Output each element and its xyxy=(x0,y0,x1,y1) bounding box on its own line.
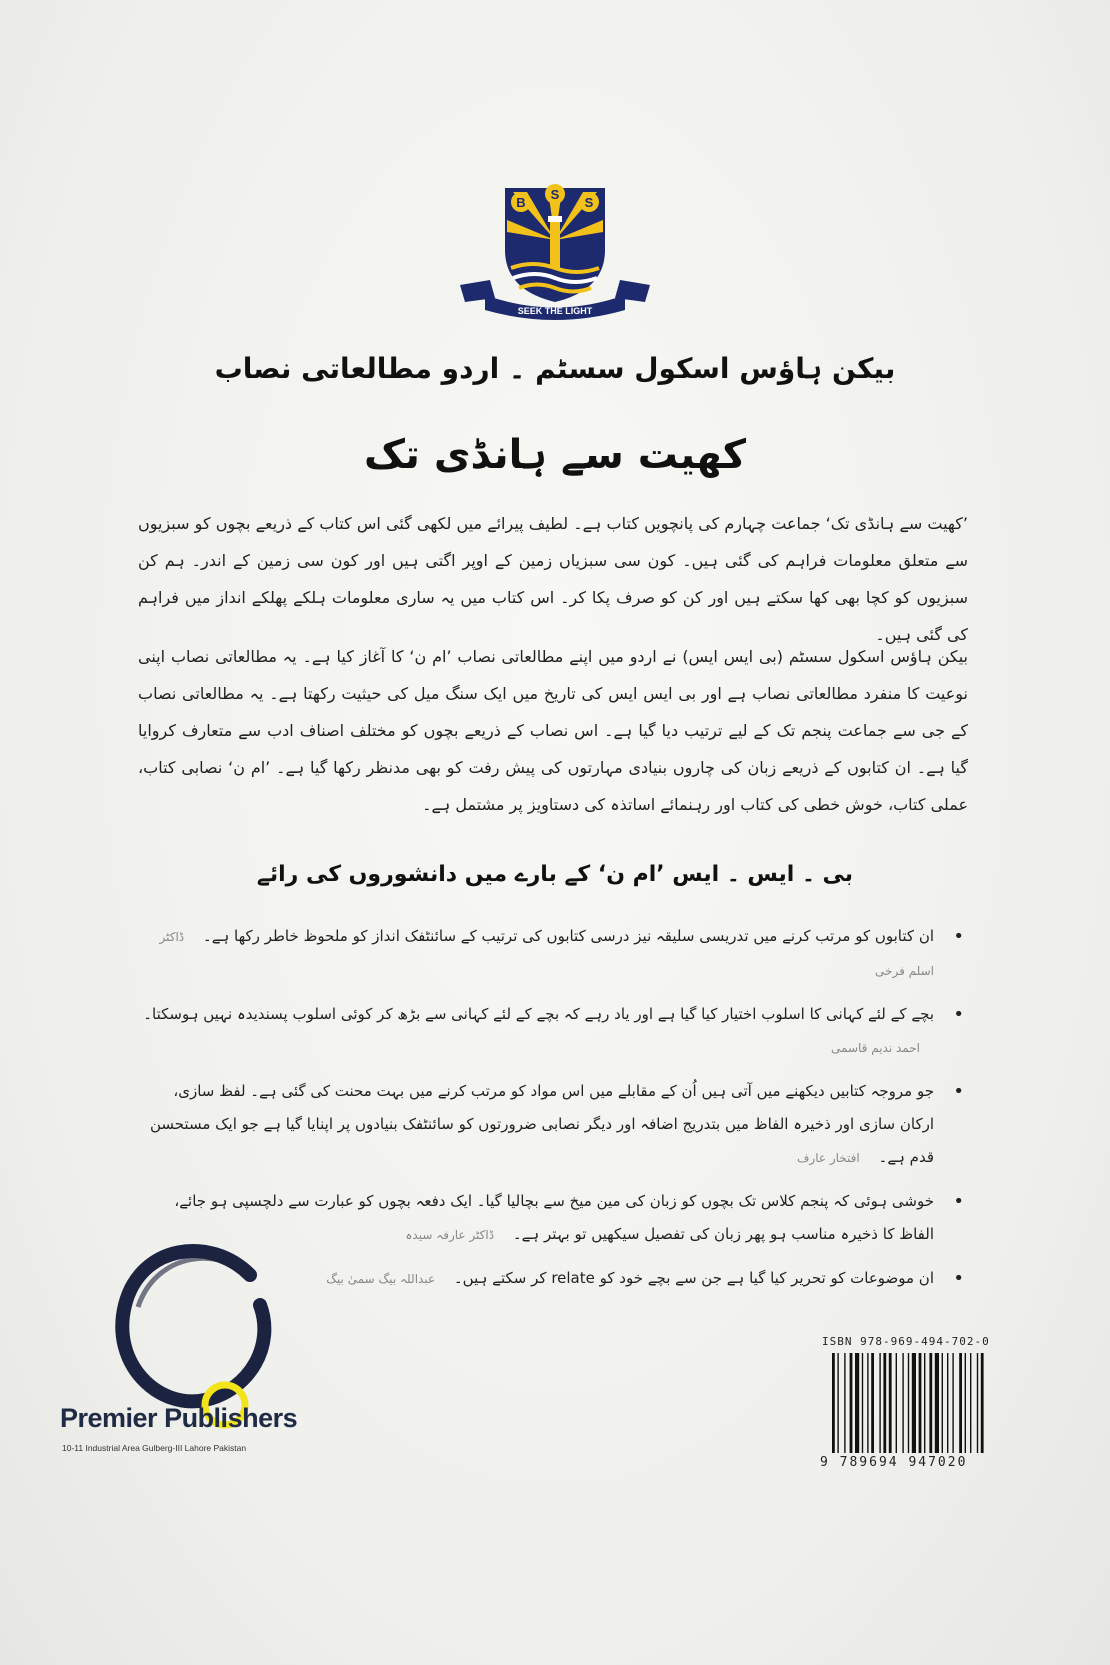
crest-letter-s1: S xyxy=(550,187,560,202)
barcode-bar xyxy=(970,1353,971,1453)
opinion-author: ڈاکٹر اسلم فرخی xyxy=(159,930,934,978)
opinion-text: خوشی ہوئی کہ پنجم کلاس تک بچوں کو زبان کی مین میخ سے بچالیا گیا۔ ایک دفعہ بچوں کو عبارت سے دلچسپی ہو جائے، الفاظ کا ذخیرہ مناسب ہو پھر زبان کی تفصیل سیکھیں تو بہتر ہے۔ xyxy=(174,1192,934,1243)
barcode-bar xyxy=(929,1353,932,1453)
crest-motto: SEEK THE LIGHT xyxy=(517,306,593,316)
crest-letter-s2: S xyxy=(584,195,594,210)
series-title: بیکن ہاؤس اسکول سسٹم ۔ اردو مطالعاتی نصاب xyxy=(214,352,896,385)
opinion-item xyxy=(140,1075,970,1175)
bullet-icon: • xyxy=(953,1268,964,1289)
publisher-address: 10-11 Industrial Area Gulberg-III Lahore Pakistan xyxy=(62,1443,247,1453)
opinions-heading: بی ۔ ایس ۔ ایس ’ام ن‘ کے بارے میں دانشوروں کی رائے xyxy=(256,862,854,887)
barcode-bar xyxy=(902,1353,903,1453)
bullet-icon: • xyxy=(953,926,964,947)
isbn-label: ISBN 978-969-494-702-0 xyxy=(822,1335,990,1348)
opinion-text: ان کتابوں کو مرتب کرنے میں تدریسی سلیقہ نیز درسی کتابوں کی ترتیب کے سائنٹفک انداز کو ملحوظ خاطر رکھا ہے۔ xyxy=(202,927,934,945)
barcode-bar xyxy=(837,1353,838,1453)
barcode-icon xyxy=(830,1353,1030,1453)
opinion-author: احمد ندیم قاسمی xyxy=(831,1041,920,1055)
opinion-text: بچے کے لئے کہانی کا اسلوب اختیار کیا گیا ہے اور یاد رہے کہ بچے کے لئے کہانی سے بڑھ کر کوئی اسلوب پسندیدہ نہیں ہوسکتا۔ xyxy=(143,1005,934,1023)
opinion-author: ڈاکٹر عارفہ سیدہ xyxy=(405,1228,495,1242)
crest-letter-b: B xyxy=(516,195,526,210)
school-crest-logo xyxy=(455,180,655,325)
barcode-bar xyxy=(912,1353,916,1453)
isbn-barcode-block xyxy=(820,1335,1035,1475)
opinion-author: عبداللہ بیگ سمیٰ بیگ xyxy=(326,1272,436,1286)
barcode-bar xyxy=(862,1353,863,1453)
description-paragraph-2: بیکن ہاؤس اسکول سسٹم (بی ایس ایس) نے اردو میں اپنے مطالعاتی نصاب ’ام ن‘ کا آغاز کیا ہے۔ یہ مطالعاتی نصاب اپنی نوعیت کا منفرد مطالعاتی نصاب ہے اور بی ایس ایس کی تاریخ میں ایک سنگ میل کی حیثیت رکھتا ہے۔ یہ مطالعاتی نصاب کے جی سے جماعت پنجم تک کے لیے ترتیب دیا گیا ہے۔ اس نصاب کے ذریعے بچوں کو مختلف اصناف ادب سے متعارف کروایا گیا ہے۔ ان کتابوں کے ذریعے زبان کی چاروں بنیادی مہارتوں کی پیش رفت کو بھی مدنظر رکھا گیا ہے۔ ’ام ن‘ نصابی کتاب، عملی کتاب، خوش خطی کی کتاب اور رہنمائے اساتذہ کی دستاویز پر مشتمل ہے۔ xyxy=(138,647,968,814)
bullet-icon: • xyxy=(953,1191,964,1212)
barcode-bar xyxy=(879,1353,880,1453)
barcode-bar xyxy=(924,1353,925,1453)
barcode-bar xyxy=(855,1353,859,1453)
barcode-bar xyxy=(935,1353,939,1453)
barcode-bar xyxy=(832,1353,835,1453)
barcode-bar xyxy=(977,1353,978,1453)
barcode-bar xyxy=(959,1353,962,1453)
opinion-item xyxy=(140,998,970,1065)
publisher-logo xyxy=(60,1235,340,1465)
opinion-text: جو مروجہ کتابیں دیکھنے میں آتی ہیں اُن کے مقابلے میں اس مواد کو مرتب کرنے میں بہت محنت کی گئی ہے۔ لفظ سازی، ارکان سازی اور ذخیرہ الفاظ میں بتدریج اضافہ اور دیگر نصابی ضرورتوں کو سائنٹفک بنیادوں پر اپنایا گیا ہے جو ایک مستحسن قدم ہے۔ xyxy=(149,1082,934,1166)
barcode-bar xyxy=(942,1353,943,1453)
publisher-name: Premier Publishers xyxy=(60,1403,298,1433)
barcode-bar xyxy=(867,1353,868,1453)
opinion-author: افتخار عارف xyxy=(796,1151,860,1165)
opinion-text: ان موضوعات کو تحریر کیا گیا ہے جن سے بچے خود کو relate کر سکتے ہیں۔ xyxy=(453,1269,934,1287)
barcode-bar xyxy=(883,1353,886,1453)
barcode-bar xyxy=(919,1353,922,1453)
barcode-bar xyxy=(850,1353,853,1453)
barcode-digits: 9 789694 947020 xyxy=(820,1455,968,1470)
barcode-bar xyxy=(952,1353,953,1453)
barcode-bar xyxy=(896,1353,897,1453)
barcode-bar xyxy=(908,1353,909,1453)
bullet-icon: • xyxy=(953,1081,964,1102)
book-title: کھیت سے ہانڈی تک xyxy=(363,432,747,478)
description-paragraph-1: ’کھیت سے ہانڈی تک‘ جماعت چہارم کی پانچویں کتاب ہے۔ لطیف پیرائے میں لکھی گئی اس کتاب کے ذریعے بچوں کو سبزیوں سے متعلق معلومات فراہم کی گئی ہیں۔ کون سی سبزیاں زمین کے اوپر اگتی ہیں اور کون سی زمین کے اندر۔ ہم کن سبزیوں کو کچا بھی کھا سکتے ہیں اور کن کو صرف پکا کر۔ اس کتاب میں یہ ساری معلومات ہلکے پھلکے انداز میں فراہم کی گئی ہیں۔ xyxy=(138,514,968,644)
barcode-bar xyxy=(965,1353,966,1453)
barcode-bar xyxy=(981,1353,984,1453)
bullet-icon: • xyxy=(953,1004,964,1025)
barcode-bar xyxy=(844,1353,845,1453)
barcode-bar xyxy=(871,1353,874,1453)
barcode-bar xyxy=(947,1353,948,1453)
barcode-bar xyxy=(889,1353,892,1453)
opinion-item xyxy=(140,920,970,988)
